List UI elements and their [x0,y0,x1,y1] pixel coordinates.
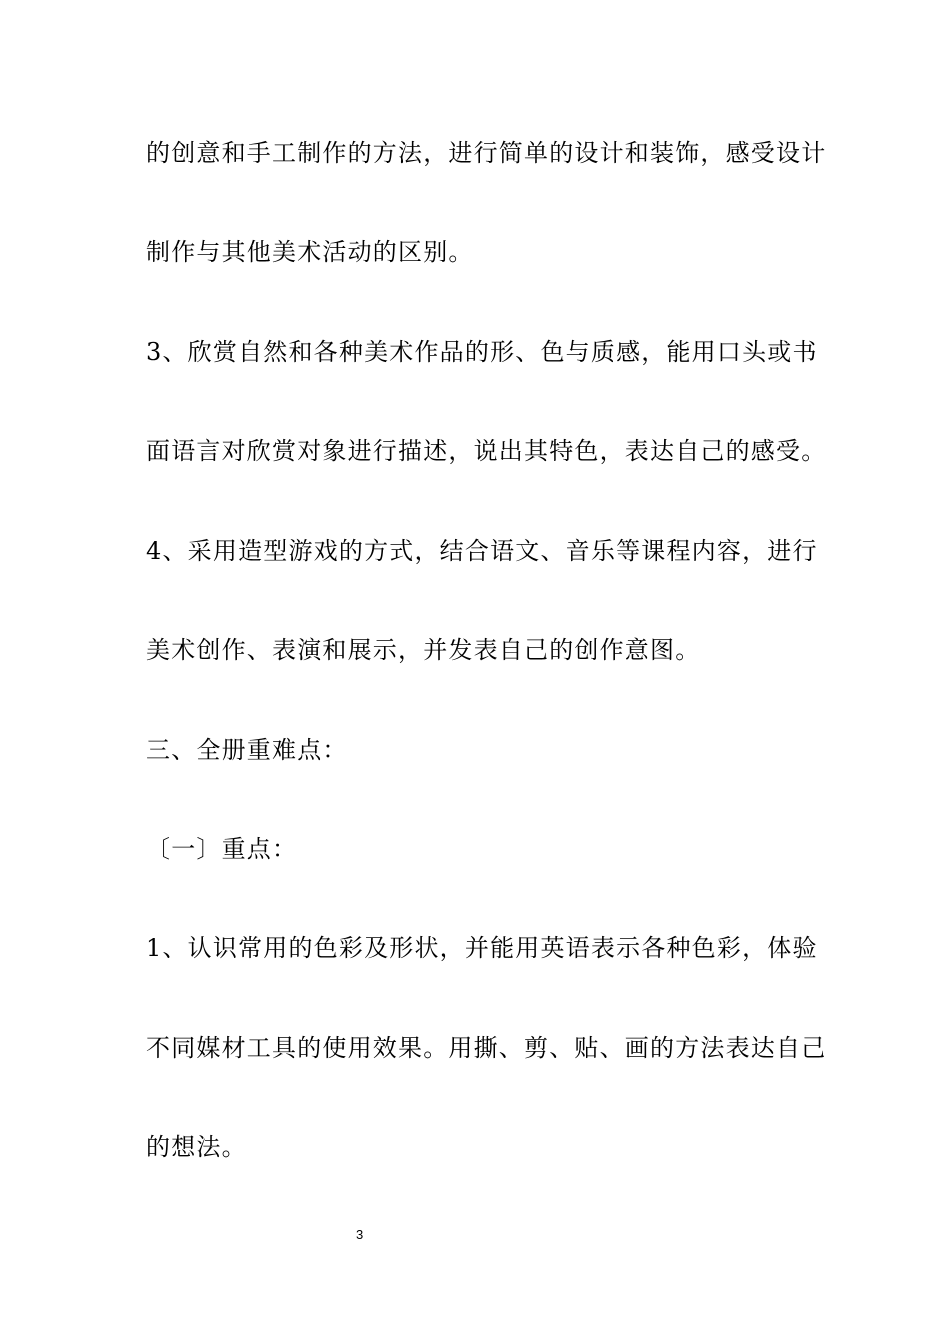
text-line: 1、认识常用的色彩及形状，并能用英语表示各种色彩，体验 [146,934,818,962]
text-line: 的想法。 [146,1133,247,1161]
page-number: 3 [356,1227,364,1242]
text-line: 面语言对欣赏对象进行描述，说出其特色，表达自己的感受。 [146,437,827,465]
subsection-heading: 〔一〕重点： [146,835,298,863]
text-line: 不同媒材工具的使用效果。用撕、剪、贴、画的方法表达自己 [146,1034,827,1062]
text-line: 4、采用造型游戏的方式，结合语文、音乐等课程内容，进行 [146,537,818,565]
text-line: 3、欣赏自然和各种美术作品的形、色与质感，能用口头或书 [146,338,818,366]
text-line: 制作与其他美术活动的区别。 [146,238,474,266]
text-line: 美术创作、表演和展示，并发表自己的创作意图。 [146,636,701,664]
section-heading: 三、全册重难点： [146,736,348,764]
text-line: 的创意和手工制作的方法，进行简单的设计和装饰，感受设计 [146,139,827,167]
